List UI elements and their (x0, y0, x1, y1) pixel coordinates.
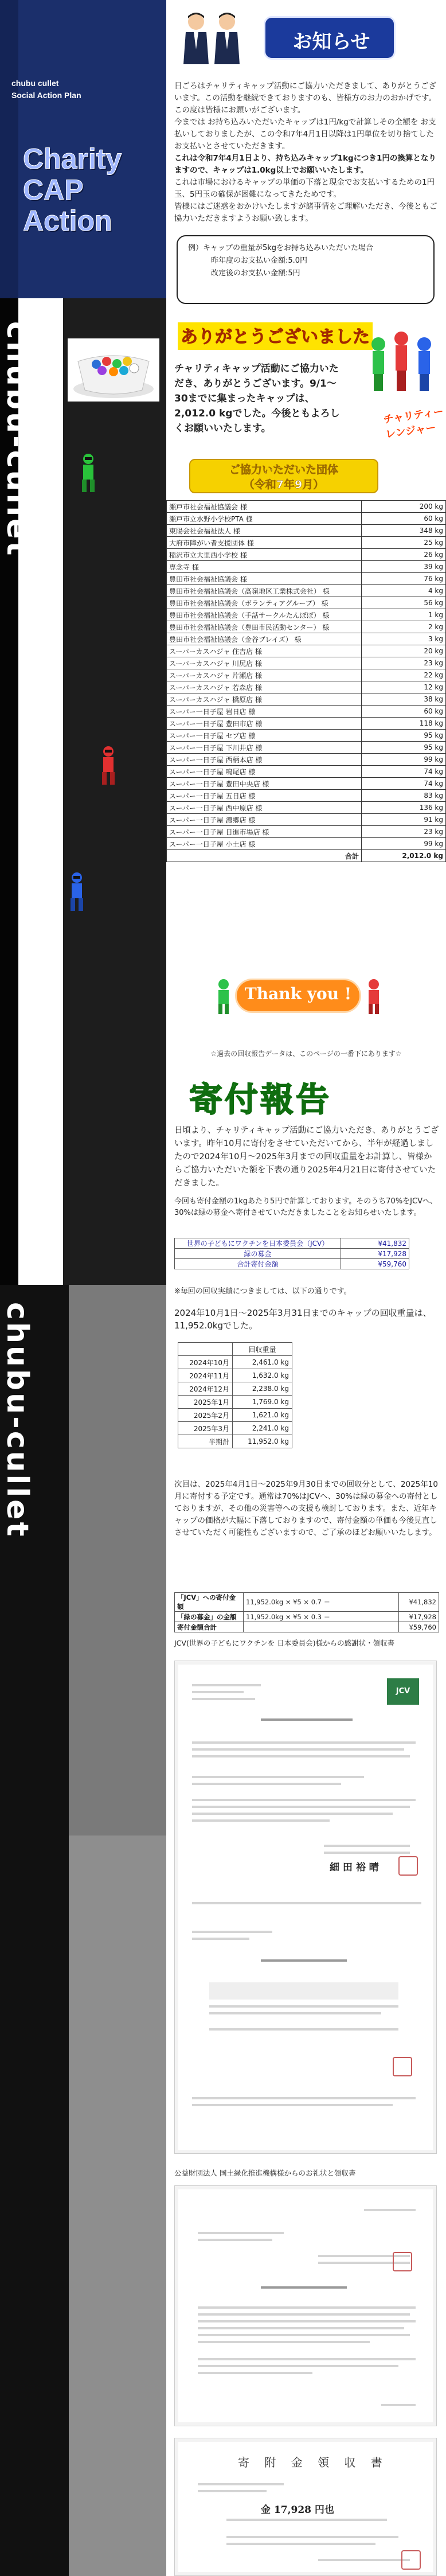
contributor-qty: 99 kg (362, 754, 446, 766)
donation-row (175, 1238, 409, 1249)
month-label: 2024年10月 (178, 1356, 233, 1369)
contributor-name: スーパー一日子屋 五日店 様 (167, 790, 362, 802)
jcv-certificate-image (174, 1661, 437, 2154)
month-label: 2024年11月 (178, 1369, 233, 1382)
month-header: 回収重量 (233, 1343, 292, 1356)
calc-row (175, 1622, 439, 1632)
receipt-amount: 金 17,928 円也 (261, 2504, 334, 2516)
contributor-row (167, 826, 446, 838)
month-label: 半期計 (178, 1435, 233, 1448)
month-row (178, 1409, 292, 1422)
month-row (178, 1356, 292, 1369)
contributor-row (167, 730, 446, 742)
contributor-name: 豊田市社会福祉協議会（高嶺地区工業株式会社） 様 (167, 585, 362, 597)
contributor-row (167, 742, 446, 754)
contributor-name: 瀬戸市立水野小学校PTA 様 (167, 513, 362, 525)
contributor-qty: 1 kg (362, 609, 446, 621)
contributor-qty: 74 kg (362, 766, 446, 778)
monthly-weights-table (178, 1342, 292, 1448)
contributor-qty: 95 kg (362, 730, 446, 742)
contributor-qty: 91 kg (362, 814, 446, 826)
ranger-right-icon (362, 979, 385, 1015)
contributor-row (167, 549, 446, 561)
contributor-qty: 25 kg (362, 537, 446, 549)
contributor-name: スーパー一日子屋 西中原店 様 (167, 802, 362, 814)
sidebar-title: Charity CAP Action (23, 143, 122, 237)
contributor-qty: 76 kg (362, 573, 446, 585)
payment-example-box: 例）キャップの重量が5kgをお持ち込みいただいた場合 昨年度のお支払い金額:5.0円 改定後のお支払い金額:5円 (177, 235, 435, 304)
org-name: chubu cullet Social Action Plan (11, 79, 81, 100)
calc-value: ¥17,928 (399, 1612, 439, 1622)
contributor-name: 豊田市社会福祉協議会 様 (167, 573, 362, 585)
sidebar (0, 0, 166, 2576)
contributor-row (167, 537, 446, 549)
donation-value: ¥59,760 (341, 1259, 409, 1269)
contributor-row (167, 838, 446, 850)
report-intro: 日頃より、チャリティキャップ活動にご協力いただき、ありがとうございます。昨年10月に寄付をさせていただいてから、半年が経過しましたので2024年10月～2025年3月までの回収重量をお計算し、皆様からご協力いただいた額を下表の通り2025年4月21日に寄付させていただきました。 (174, 1126, 439, 1188)
contributor-name: スーパー一日子屋 日進市場店 様 (167, 826, 362, 838)
month-label: 2025年1月 (178, 1396, 233, 1409)
donation-label: 合計寄付金額 (175, 1259, 341, 1269)
contributor-name: スーパー一日子屋 鳴尾店 様 (167, 766, 362, 778)
contributor-name: 東陽会社会福祉法人 様 (167, 525, 362, 537)
thanks-message: チャリティキャップ活動にご協力いただき、ありがとうございます。9/1～30までに集まったキャップは、2,012.0 kgでした。今後ともよろしくお願いいたします。 (174, 363, 340, 434)
contributor-qty: 56 kg (362, 597, 446, 609)
contributor-qty: 136 kg (362, 802, 446, 814)
contributor-qty: 20 kg (362, 645, 446, 657)
contributor-name: 豊田市社会福祉協議会（ボランティアグループ） 様 (167, 597, 362, 609)
contributor-row (167, 657, 446, 669)
collection-note: ※毎回の回収実績につきましては、以下の通りです。 (174, 1287, 351, 1296)
main-content (166, 0, 446, 2576)
green-fund-receipt-image (174, 2438, 437, 2576)
notice-header (166, 0, 446, 69)
contributor-row (167, 706, 446, 718)
contributor-name: スーパー一日子屋 豊田中央店 様 (167, 778, 362, 790)
contributor-row (167, 573, 446, 585)
notice-text: 日ごろはチャリティキャップ活動にご協力いただきまして、ありがとうございます。この活動を継続できておりますのも、皆様方のお力のおかげです。この度は皆様にお願いがございます。 今までは お持ち込みいただいたキャップは1円/kgで計算しその全額を お支払いしておりましたが、この令和7年4月1日以降は1円単位を切り捨てしたお支払いとさせていただきます。 これは令和7年4月1日より、持ち込みキャップ1kgにつき1円の換算となりますので、キャップは1.0kg以上でお願いいたします。 これは市場におけるキャップの単価の下落と現金でお支払いするための1円玉、5円玉の確保が困難になってきたためです。 皆様にはご迷惑をおかけいたしますが諸事情をご理解いただき、今後ともご協力いただきますようお願い致します。 (174, 81, 437, 223)
contributor-row (167, 814, 446, 826)
donation-calc-table (174, 1592, 439, 1632)
month-weight: 2,461.0 kg (233, 1356, 292, 1369)
green-fund-seal-icon (393, 2252, 412, 2271)
thankyou-banner: Thank you ! (212, 975, 384, 1018)
donation-row (175, 1249, 409, 1259)
notice-banner: お知らせ (264, 16, 396, 60)
sidebar-header (0, 0, 166, 298)
jcv-logo: JCV (387, 1678, 419, 1705)
contributor-qty: 39 kg (362, 561, 446, 573)
calc-label: 寄付金額合計 (175, 1622, 244, 1632)
donation-value: ¥17,928 (341, 1249, 409, 1259)
donation-label: 世界の子どもにワクチンを日本委員会（JCV） (175, 1238, 341, 1249)
calc-value: ¥41,832 (399, 1593, 439, 1612)
contributor-qty: 22 kg (362, 669, 446, 681)
contributor-name: スーパー一日子屋 下川井店 様 (167, 742, 362, 754)
calc-label: 「緑の募金」の金額 (175, 1612, 244, 1622)
contributor-qty: 348 kg (362, 525, 446, 537)
month-row (178, 1382, 292, 1396)
contributor-row (167, 802, 446, 814)
contributor-name: 大府市障がい者支援団体 様 (167, 537, 362, 549)
receipt-title: 寄 附 金 領 収 書 (238, 2456, 388, 2469)
contributor-row (167, 501, 446, 513)
contributor-row (167, 766, 446, 778)
month-weight: 1,632.0 kg (233, 1369, 292, 1382)
calc-row (175, 1593, 439, 1612)
month-weight: 2,238.0 kg (233, 1382, 292, 1396)
caps-photo (68, 338, 159, 402)
contributor-row (167, 621, 446, 633)
contributor-qty: 2 kg (362, 621, 446, 633)
contributor-row (167, 645, 446, 657)
thanks-title: ありがとうございました (166, 314, 446, 354)
contributor-row (167, 609, 446, 621)
total-label: 合計 (167, 850, 362, 862)
contributor-row (167, 778, 446, 790)
contributor-name: スーパー一日子屋 岩日店 様 (167, 706, 362, 718)
contributor-name: 豊田市社会福祉協議会（手話サークルたんぽぽ） 様 (167, 609, 362, 621)
next-donation-text: 次回は、2025年4月1日～2025年9月30日までの回収分として、2025年10月に寄付する予定です。通常は70%はJCVへ、30%は緑の募金への寄付としておりますが、その他の災害等への支援も検討しております。また、近年キャップの価格が大幅に下落しておりますので、寄付金額の単価も今後見直しさせていただく可能性もございますので、ご了承のほどお願いいたします。 (174, 1480, 438, 1537)
contributor-name: スーパーカスハジャ 橋原店 様 (167, 693, 362, 706)
mascot-label: チャリティーレンジャー (382, 406, 445, 441)
vertical-brand-text-2: chubu-cullet (0, 1302, 34, 1539)
contributor-name: スーパーカスハジャ 若森店 様 (167, 681, 362, 693)
month-row (178, 1435, 292, 1448)
contributor-row (167, 754, 446, 766)
contributor-name: スーパー一日子屋 西柄本店 様 (167, 754, 362, 766)
contributor-row (167, 718, 446, 730)
green-docs-label: 公益財団法人 国土緑化推進機構様からのお礼状と領収書 (174, 2169, 356, 2177)
contributor-name: 稲沢市立大里西小学校 様 (167, 549, 362, 561)
contributor-qty: 60 kg (362, 513, 446, 525)
jcv-signature: 細 田 裕 晴 (330, 1862, 379, 1873)
contributor-qty: 99 kg (362, 838, 446, 850)
contributor-qty: 74 kg (362, 778, 446, 790)
total-value: 2,012.0 kg (362, 850, 446, 862)
contributor-qty: 38 kg (362, 693, 446, 706)
report-title: 寄付報告 (189, 1080, 332, 1119)
contributor-row (167, 525, 446, 537)
jcv-docs-label: JCV(世界の子どもにワクチンを 日本委員会)様からの感謝状・領収書 (174, 1639, 395, 1647)
contributor-qty: 23 kg (362, 826, 446, 838)
contributor-name: スーパーカスハジャ 住吉店 様 (167, 645, 362, 657)
contributor-row (167, 633, 446, 645)
contributor-qty: 23 kg (362, 657, 446, 669)
contributor-name: 豊田市社会福祉協議会（金谷ブレイズ） 様 (167, 633, 362, 645)
contributor-name: 専念寺 様 (167, 561, 362, 573)
green-fund-letter-image (174, 2185, 437, 2426)
contributor-row (167, 513, 446, 525)
month-row (178, 1396, 292, 1409)
month-row (178, 1422, 292, 1435)
contributor-name: スーパー一日子屋 セブ店 様 (167, 730, 362, 742)
jcv-receipt-seal-icon (393, 2057, 412, 2076)
contributor-qty: 26 kg (362, 549, 446, 561)
donation-row (175, 1259, 409, 1269)
report-intro-sub: 今回も寄付金額の1kgあたり5円で計算しております。そのうち70%をJCVへ、30%は緑の募金へ寄付させていただきましたことをお知らせいたします。 (174, 1197, 437, 1217)
contributor-name: スーパーカスハジャ 川尻店 様 (167, 657, 362, 669)
month-label: 2025年2月 (178, 1409, 233, 1422)
calc-formula: 11,952.0kg × ¥5 × 0.7 ＝ (244, 1593, 399, 1612)
contributors-table (166, 500, 446, 862)
staff-bowing-icon (178, 9, 247, 67)
calc-label: 「JCV」への寄付金額 (175, 1593, 244, 1612)
contributor-row (167, 585, 446, 597)
contributor-qty: 3 kg (362, 633, 446, 645)
month-weight: 2,241.0 kg (233, 1422, 292, 1435)
contributor-total-row (167, 850, 446, 862)
ranger-left-icon (212, 979, 235, 1015)
month-weight: 1,621.0 kg (233, 1409, 292, 1422)
contributor-qty: 200 kg (362, 501, 446, 513)
ranger-blue-icon (66, 872, 88, 912)
month-label: 2024年12月 (178, 1382, 233, 1396)
donation-label: 緑の募金 (175, 1249, 341, 1259)
contributor-row (167, 561, 446, 573)
contributor-name: スーパー一日子屋 濃郷店 様 (167, 814, 362, 826)
contributor-row (167, 669, 446, 681)
contributor-row (167, 681, 446, 693)
contributor-qty: 118 kg (362, 718, 446, 730)
contributor-qty: 83 kg (362, 790, 446, 802)
contributor-name: 瀬戸市社会福祉協議会 様 (167, 501, 362, 513)
jcv-seal-icon (398, 1856, 418, 1876)
donation-table (174, 1238, 409, 1269)
contributor-name: スーパー一日子屋 小土店 様 (167, 838, 362, 850)
month-weight: 11,952.0 kg (233, 1435, 292, 1448)
month-label: 2025年3月 (178, 1422, 233, 1435)
contributor-name: スーパーカスハジャ 片瀬店 様 (167, 669, 362, 681)
calc-value: ¥59,760 (399, 1622, 439, 1632)
receipt-seal-icon (401, 2550, 421, 2570)
contributor-row (167, 693, 446, 706)
period-text: 2024年10月1日～2025年3月31日までのキャップの回収重量は、11,952.0kgでした。 (174, 1308, 432, 1331)
contributor-qty: 60 kg (362, 706, 446, 718)
calc-formula (244, 1622, 399, 1632)
calc-formula: 11,952.0kg × ¥5 × 0.3 ＝ (244, 1612, 399, 1622)
month-weight: 1,769.0 kg (233, 1396, 292, 1409)
calc-row (175, 1612, 439, 1622)
contributors-header: ご協力いただいた団体 （令和7年9月） (189, 459, 378, 493)
contributor-qty: 12 kg (362, 681, 446, 693)
contributor-row (167, 790, 446, 802)
archive-note: ☆過去の回収報告データは、このページの一番下にあります☆ (210, 1050, 402, 1058)
contributor-row (167, 597, 446, 609)
ranger-green-icon (77, 453, 99, 493)
contributor-name: スーパー一日子屋 豊田市店 様 (167, 718, 362, 730)
donation-value: ¥41,832 (341, 1238, 409, 1249)
month-row (178, 1369, 292, 1382)
contributor-qty: 4 kg (362, 585, 446, 597)
contributor-qty: 95 kg (362, 742, 446, 754)
charity-ranger-mascots-icon (361, 321, 441, 407)
ranger-red-icon (97, 746, 119, 786)
month-header-row (178, 1343, 292, 1356)
vertical-brand-text: chubu-cullet (0, 321, 34, 558)
contributor-name: 豊田市社会福祉協議会（豊田市民活動センター） 様 (167, 621, 362, 633)
